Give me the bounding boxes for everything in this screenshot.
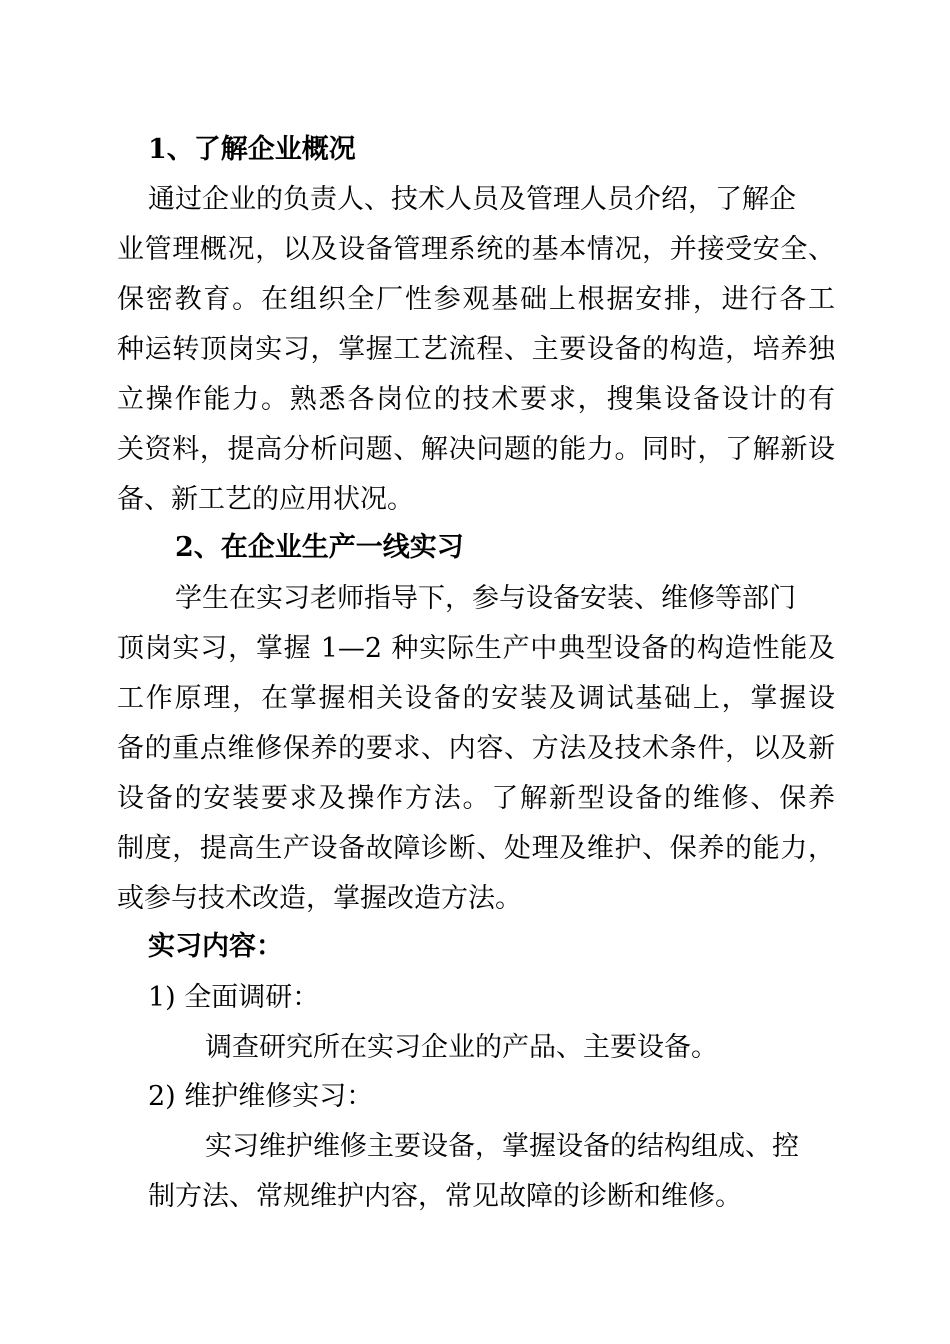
item2-line-2: 制方法、常规维护内容，常见故障的诊断和维修。 (148, 1181, 742, 1212)
section2-line-2: 顶岗实习，掌握 1—2 种实际生产中典型设备的构造性能及 (117, 633, 835, 664)
section1-line-3: 保密教育。在组织全厂性参观基础上根据安排，进行各工 (117, 284, 835, 315)
item2-line-1: 实习维护维修主要设备，掌握设备的结构组成、控 (205, 1131, 799, 1162)
section2-line-4: 备的重点维修保养的要求、内容、方法及技术条件，以及新 (117, 733, 835, 764)
section1-line-1: 通过企业的负责人、技术人员及管理人员介绍，了解企 (148, 184, 796, 215)
section1-heading: 1、了解企业概况 (148, 134, 356, 165)
section1-line-7: 备、新工艺的应用状况。 (117, 484, 414, 515)
section1-line-4: 种运转顶岗实习，掌握工艺流程、主要设备的构造，培养独 (117, 334, 835, 365)
section2-line-5: 设备的安装要求及操作方法。了解新型设备的维修、保养 (117, 783, 835, 814)
item1-text: 调查研究所在实习企业的产品、主要设备。 (205, 1032, 718, 1063)
section1-line-6: 关资料，提高分析问题、解决问题的能力。同时，了解新设 (117, 434, 835, 465)
content-heading: 实习内容： (148, 931, 283, 962)
section1-line-2: 业管理概况，以及设备管理系统的基本情况，并接受安全、 (117, 234, 835, 265)
item2-title: 2) 维护维修实习： (148, 1081, 374, 1112)
section2-line-1: 学生在实习老师指导下，参与设备安装、维修等部门 (175, 583, 796, 614)
section2-line-3: 工作原理，在掌握相关设备的安装及调试基础上，掌握设 (117, 683, 835, 714)
section2-line-6: 制度，提高生产设备故障诊断、处理及维护、保养的能力， (117, 833, 835, 864)
section2-line-7: 或参与技术改造，掌握改造方法。 (117, 883, 522, 914)
item1-title: 1) 全面调研： (148, 982, 320, 1013)
section1-line-5: 立操作能力。熟悉各岗位的技术要求，搜集设备设计的有 (117, 384, 835, 415)
section2-heading: 2、在企业生产一线实习 (175, 532, 464, 563)
